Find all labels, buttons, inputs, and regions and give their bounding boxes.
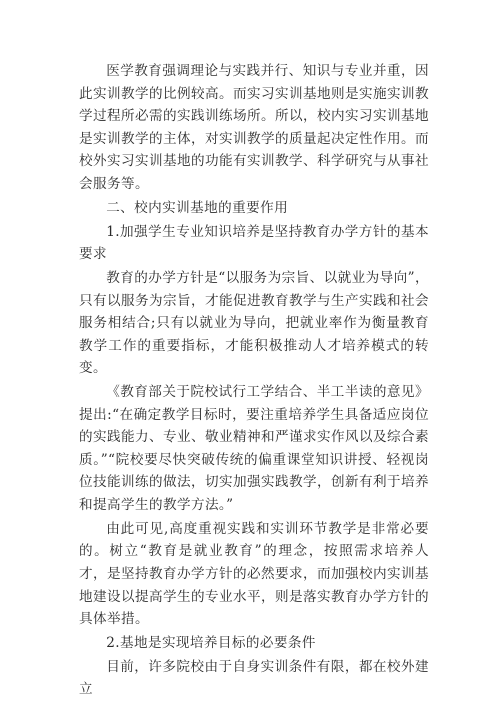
paragraph-intro: 医学教育强调理论与实践并行、知识与专业并重，因此实训教学的比例较高。而实习实训基地则是实施实训教学过程所必需的实践训练场所。所以，校内实习实训基地是实训教学的主体，对实训教学的质量起决定性作用。而校外实习实训基地的功能有实训教学、科学研究与从事社会服务等。 bbox=[79, 63, 429, 192]
paragraph-guideline: 教育的办学方针是“以服务为宗旨、以就业为导向”，只有以服务为宗旨，才能促进教育教学与生产实践和社会服务相结合;只有以就业为导向，把就业率作为衡量教育教学工作的重要指标，才能积极推动人才培养模式的转变。 bbox=[79, 269, 429, 377]
paragraph-conclusion: 由此可见,高度重视实践和实训环节教学是非常必要的。树立“教育是就业教育”的理念，按照需求培养人才，是坚持教育办学方针的必然要求，而加强校内实训基地建设以提高学生的专业水平，则是落实教育办学方针的具体举措。 bbox=[79, 520, 429, 628]
document-body bbox=[79, 60, 429, 702]
subsection-heading-2: 2.基地是实现培养目标的必要条件 bbox=[106, 634, 316, 651]
paragraph-current: 目前，许多院校由于自身实训条件有限，都在校外建立 bbox=[79, 658, 429, 698]
section-heading-2: 二、校内实训基地的重要作用 bbox=[106, 199, 289, 216]
paragraph-ministry-opinion: 《教育部关于院校试行工学结合、半工半读的意见》提出:“在确定教学目标时，要注重培养学生具备适应岗位的实践能力、专业、敬业精神和严谨求实作风以及综合素质。”“院校要尽快突破传统的偏重课堂知识讲授、轻视岗位技能训练的做法，切实加强实践教学，创新有利于培养和提高学生的教学方法。” bbox=[79, 384, 429, 514]
subsection-heading-1: 1.加强学生专业知识培养是坚持教育办学方针的基本要求 bbox=[79, 223, 429, 263]
